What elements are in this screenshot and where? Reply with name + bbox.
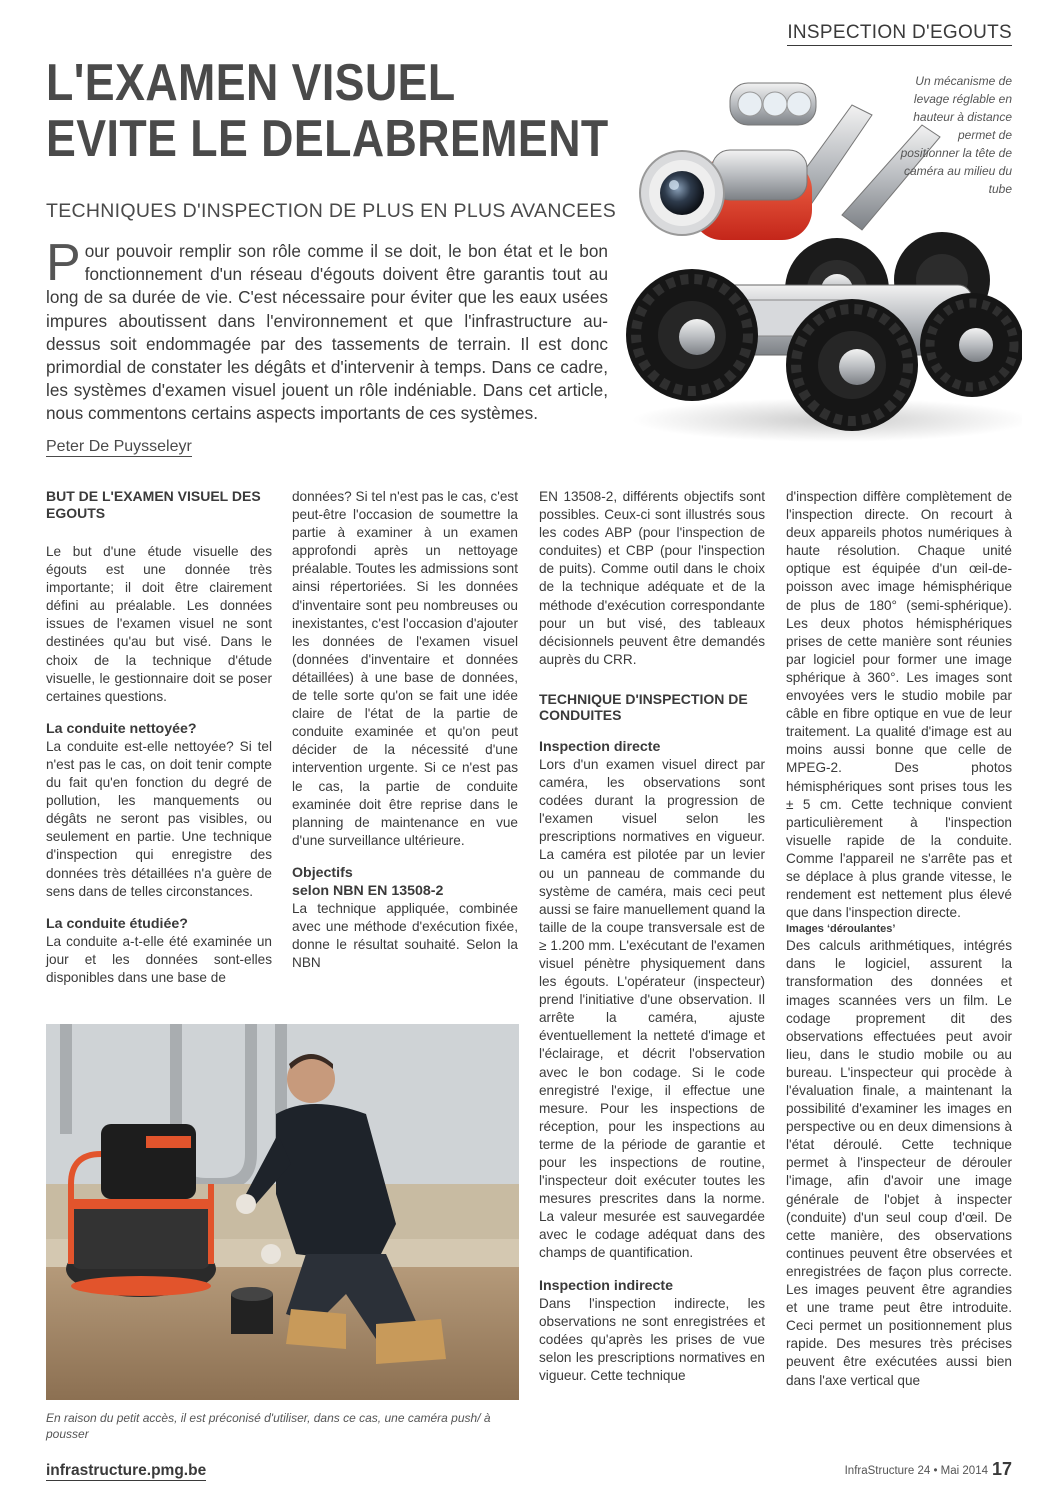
author-byline: Peter De Puysseleyr (46, 438, 192, 455)
heading-but-examen: BUT DE L'EXAMEN VISUEL DES EGOUTS (46, 488, 261, 521)
heading-objectifs: Objectifs (292, 864, 353, 881)
text-column-3 (539, 488, 765, 1385)
paragraph-photos-numeriques: d'inspection diffère complètement de l'inspection directe. On recourt à deux appareils photos numériques à haute résolution. Chaque unité optique est équipée d'un œil-de-poisson avec image hémisphérique de plus de 180° (semi-sphérique). Les deux photos hémisphériques prises de cette manière sont réunies par logiciel pour former une image sphérique à 360°. Les images sont envoyées vers le studio mobile par câble en fibre optique en vue de leur traitement. La qualité d'image est au moins aussi bonne que celle de MPEG-2. Des photos hémisphériques sont prises tous les ± 5 cm. Cette technique convient particulièrement à l'inspection visuelle rapide de la conduite. Comme l'appareil ne s'arrête pas et se déplace à plus grande vitesse, le rendement est nettement plus élevé que dans l'inspection directe. (786, 489, 1012, 921)
lead-text: our pouvoir remplir son rôle comme il se doit, le bon état et le bon fonctionnement d'un réseau d'égouts doivent être garantis tout au long de sa durée de vie. C'est nécessaire pour éviter que les eaux usées impures aboutissent dans l'environnement et que l'infrastructure au-dessus soit endommagée par des tassements de terrain. Il est donc primordial de constater les dégâts et d'intervenir à temps. Dans ce cadre, les systèmes d'examen visuel jouent un rôle indéniable. Dans cet article, nous commentons certains aspects importants de ces systèmes. (46, 241, 608, 424)
heading-conduite-nettoyee: La conduite nettoyée? (46, 720, 197, 737)
paragraph-images-deroulantes: Des calculs arithmétiques, intégrés dans le logiciel, assurent la transformation des données et images scannées vers un film. Le codage proprement dit des observations effectuées peut avoir lieu, dans le studio mobile ou au bureau. L'inspecteur qui procède à l'évaluation finale, a maintenant la possibilité d'examiner les images en perspective ou en deux dimensions à l'état déroulé. Cette technique permet à l'inspecteur de dérouler l'image, afin d'avoir une image générale de l'objet à inspecter (conduite) d'un seul coup d'œil. De cette manière, des observations continues peuvent être observées et enregistrées de façon plus correcte. Les images peuvent être agrandies et une trame peut être introduite. Ceci permet un positionnement plus rapide. Des mesures très précises peuvent être exécutées aussi bien dans l'axe vertical que (786, 938, 1012, 1388)
lead-paragraph (46, 234, 608, 426)
heading-inspection-directe: Inspection directe (539, 738, 661, 755)
front-wheel-right (786, 299, 918, 431)
paragraph-inspection-directe: Lors d'un examen visuel direct par caméra, les observations sont codées durant la progression de l'examen visuel selon les prescriptions normatives en vigueur. La caméra est pilotée par un levier ou un panneau de commande du système de caméra, mais ceci peut aussi se faire manuellement quand la taille de la coupe transversale est de ≥ 1.200 mm. L'exécutant de l'examen visuel pénètre physiquement dans les égouts. L'opérateur (inspecteur) prend l'initiative d'une observation. Il arrête la caméra, ajuste éventuellement la netteté d'image et l'éclairage, et décrit l'observation avec le bon codage. Si le code enregistré l'exige, il effectue une mesure. Pour les inspections de réception, pour les inspections au terme de la période de garantie et pour les inspections de routine, l'inspecteur doit exécuter toutes les mesures prescrites dans la norme. La valeur mesurée est sauvegardée avec le codage adéquat dans des champs de quantification. (539, 756, 765, 1261)
paragraph-but: Le but d'une étude visuelle des égouts est une donnée très importante; il doit être clairement défini au préalable. Les données issues de l'examen visuel ne sont destinées qu'au but visé. Dans le choix de la technique d'étude visuelle, le gestionnaire doit se poser certaines questions. (46, 544, 272, 704)
paragraph-norme-codes: EN 13508-2, différents objectifs sont possibles. Ceux-ci sont illustrés sous les codes ABP (pour l'inspection de conduites) et CBP (pour l'inspection de puits). Comme outil dans le choix de la technique adéquate et de la méthode d'exécution correspondante pour un but visé, des tableaux décisionnels peuvent être demandés auprès du CRR. (539, 489, 765, 667)
page-number: 17 (991, 1459, 1012, 1479)
heading-objectifs-norme: selon NBN EN 13508-2 (292, 882, 444, 899)
text-column-1 (46, 488, 272, 987)
article-title (46, 54, 609, 168)
paragraph-base-donnees: données? Si tel n'est pas le cas, c'est peut-être l'occasion de soumettre la partie à examiner à un examen approfondi après un nettoyage préalable. Toutes les admissions sont ainsi répertoriées. Si les données d'inventaire sont peu nombreuses ou inexistantes, c'est l'occasion d'ajouter les données de l'examen visuel (données d'inventaire et données détaillées) à une base de données, de telle sorte qu'on se fait une idée claire de l'état de la partie de conduite examinée et qu'on peut décider de la nécessité d'une intervention urgente. Si ce n'est pas le cas, la partie de conduite examinée doit être reprise dans le planning de maintenance en vue d'une surveillance ultérieure. (292, 489, 518, 848)
heading-images-deroulantes: Images ‘déroulantes’ (786, 923, 896, 936)
footer-website-link[interactable]: infrastructure.pmg.be (46, 1462, 207, 1479)
worker-inspection-photo (46, 1024, 519, 1400)
article-title-line2: EVITE LE DELABREMENT (46, 110, 609, 168)
section-tag: INSPECTION D'EGOUTS (787, 22, 1012, 46)
text-column-4 (786, 488, 1012, 1390)
paragraph-inspection-indirecte: Dans l'inspection indirecte, les observations ne sont enregistrées et codées qu'après les prises de vue selon les prescriptions normatives en vigueur. Cette technique (539, 1295, 765, 1383)
text-column-2 (292, 488, 518, 972)
front-wheel-left (626, 269, 758, 401)
heading-conduite-etudiee: La conduite étudiée? (46, 915, 188, 932)
dropcap-letter: P (46, 234, 81, 292)
camera-head (640, 150, 812, 240)
heading-technique-inspection: TECHNIQUE D'INSPECTION DE CONDUITES (539, 690, 748, 724)
article-title-line1: L'EXAMEN VISUEL (46, 54, 456, 112)
top-light-unit (730, 83, 816, 125)
article-subtitle: TECHNIQUES D'INSPECTION DE PLUS EN PLUS AVANCEES (46, 200, 617, 222)
paragraph-objectifs: La technique appliquée, combinée avec une méthode d'exécution fixée, donne le résultat souhaité. Selon la NBN (292, 900, 518, 971)
footer-magazine-issue: InfraStructure 24 • Mai 2014 (844, 1465, 988, 1477)
paragraph-conduite-etudiee: La conduite a-t-elle été examinée un jour et les données sont-elles disponibles dans une base de (46, 933, 272, 985)
paragraph-conduite-nettoyee: La conduite est-elle nettoyée? Si tel n'est pas le cas, on doit tenir compte du fait qu'en fonction du degré de pollution, les manquements ou dégâts ne seront pas visibles, ou seulement en partie. Une technique d'inspection qui enregistre des données très détaillées n'a guère de sens dans de telles circonstances. (46, 738, 272, 899)
heading-inspection-indirecte: Inspection indirecte (539, 1277, 674, 1294)
rear-wheel-far-right (920, 293, 1022, 397)
robot-photo-caption: Un mécanisme de levage réglable en hauteur à distance permet de positionner la tête de caméra au milieu du tube (900, 74, 1012, 196)
worker-photo-caption: En raison du petit accès, il est préconisé d'utiliser, dans ce cas, une caméra push/ à pousser (46, 1411, 491, 1441)
